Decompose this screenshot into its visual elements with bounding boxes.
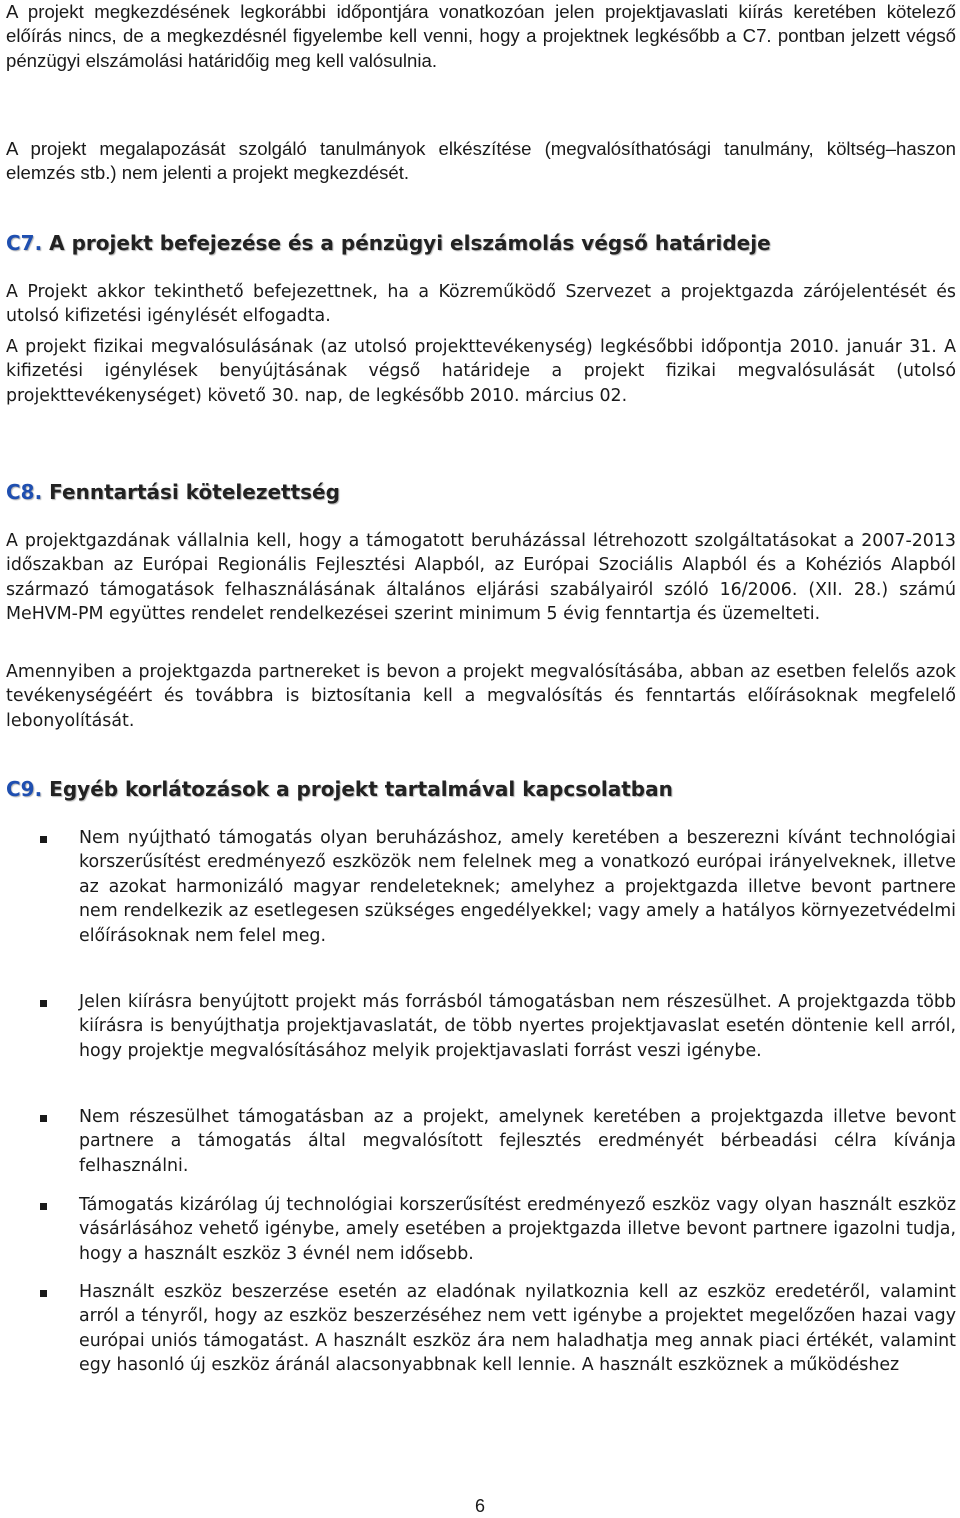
list-item-text: Nem részesülhet támogatásban az a projekt, amelynek keretében a projektgazda illetve bevont partnere a támogatás által megvalósított fejlesztés eredményét bérbeadási célra kívánja felhasználni.: [79, 1107, 956, 1176]
square-bullet-icon: [40, 1000, 47, 1007]
section-c8-title: Fenntartási kötelezettség: [49, 480, 340, 504]
section-c7-title: A projekt befejezése és a pénzügyi elszámolás végső határideje: [49, 231, 771, 255]
section-c7-number: C7.: [6, 231, 43, 255]
list-item-text: Támogatás kizárólag új technológiai korszerűsítést eredményező eszköz vagy olyan használt eszköz vásárlásához vehető igénybe, amely esetében a projektgazda illetve bevont partnere igazolni tudja, hogy a használt eszköz 3 évnél nem idősebb.: [79, 1195, 956, 1264]
c8-paragraph-2: Amennyiben a projektgazda partnereket is bevon a projekt megvalósításába, abban az esetben felelős azok tevékenységéért és továbbra is biztosítania kell a megvalósítás és fenntartás előírásoknak megfelelő lebonyolítását.: [6, 662, 956, 731]
section-c9-title: Egyéb korlátozások a projekt tartalmával kapcsolatban: [49, 777, 673, 801]
c8-paragraph-1: A projektgazdának vállalnia kell, hogy a támogatott beruházással létrehozott szolgáltatásokat a 2007-2013 időszakban az Európai Regionális Fejlesztési Alapból, az Európai Szociális Alapból és a Kohéziós Alapból származó támogatások felhasználásának általános eljárási szabályairól szóló 16/2006. (XII. 28.) számú MeHVM-PM együttes rendelet rendelkezései szerint minimum 5 évig fenntartja és üzemelteti.: [6, 531, 956, 625]
square-bullet-icon: [40, 1115, 47, 1122]
list-item-text: Használt eszköz beszerzése esetén az eladónak nyilatkoznia kell az eszköz eredetéről, valamint arról a tényről, hogy az eszköz beszerzéséhez nem vett igénybe a projektet megelőzően hazai vagy európai uniós támogatást. A használt eszköz ára nem haladhatja meg annak piaci értékét, valamint egy hasonló új eszköz áránál alacsonyabbnak kell lennie. A használt eszköznek a működéshez: [79, 1282, 956, 1376]
section-c7-heading: [6, 230, 771, 256]
list-item-text: Jelen kiírásra benyújtott projekt más forrásból támogatásban nem részesülhet. A projektgazda több kiírásra is benyújthatja projektjavaslatát, de több nyertes projektjavaslat esetén döntenie kell arról, hogy projektje megvalósításához melyik projektjavaslati forrást veszi igénybe.: [79, 992, 956, 1061]
c7-paragraph-2: A projekt fizikai megvalósulásának (az utolsó projekttevékenység) legkésőbbi időpontja 2010. január 31. A kifizetési igénylések benyújtásának végső határideje a projekt fizikai megvalósulását (utolsó projekttevékenységet) követő 30. nap, de legkésőbb 2010. március 02.: [6, 337, 956, 406]
page-number: 6: [474, 1496, 485, 1516]
section-c9-number: C9.: [6, 777, 43, 801]
c7-paragraph-1: A Projekt akkor tekinthető befejezettnek, ha a Közreműködő Szervezet a projektgazda zárójelentését és utolsó kifizetési igénylését elfogadta.: [6, 282, 956, 327]
section-c8-heading: [6, 479, 340, 505]
square-bullet-icon: [40, 1290, 47, 1297]
list-item-text: Nem nyújtható támogatás olyan beruházáshoz, amely keretében a beszerezni kívánt technológiai korszerűsítést eredményező eszközök nem felelnek meg a vonatkozó európai irányelveknek, illetve az azokat harmonizáló magyar rendeleteknek; amelyhez a projektgazda illetve bevont partnere nem rendelkezik az esetlegesen szükséges engedélyekkel; vagy amely a hatályos környezetvédelmi előírásoknak nem felel meg.: [79, 828, 956, 946]
section-c9-heading: [6, 776, 673, 802]
square-bullet-icon: [40, 836, 47, 843]
intro-paragraph-1: A projekt megkezdésének legkorábbi időpontjára vonatkozóan jelen projektjavaslati kiírás keretében kötelező előírás nincs, de a megkezdésnél figyelembe kell venni, hogy a projektnek legkésőbb a C7. pontban jelzett végső pénzügyi elszámolási határidőig meg kell valósulnia.: [6, 1, 956, 71]
intro-paragraph-2: A projekt megalapozását szolgáló tanulmányok elkészítése (megvalósíthatósági tanulmány, költség–haszon elemzés stb.) nem jelenti a projekt megkezdését.: [6, 138, 956, 184]
section-c8-number: C8.: [6, 480, 43, 504]
square-bullet-icon: [40, 1203, 47, 1210]
